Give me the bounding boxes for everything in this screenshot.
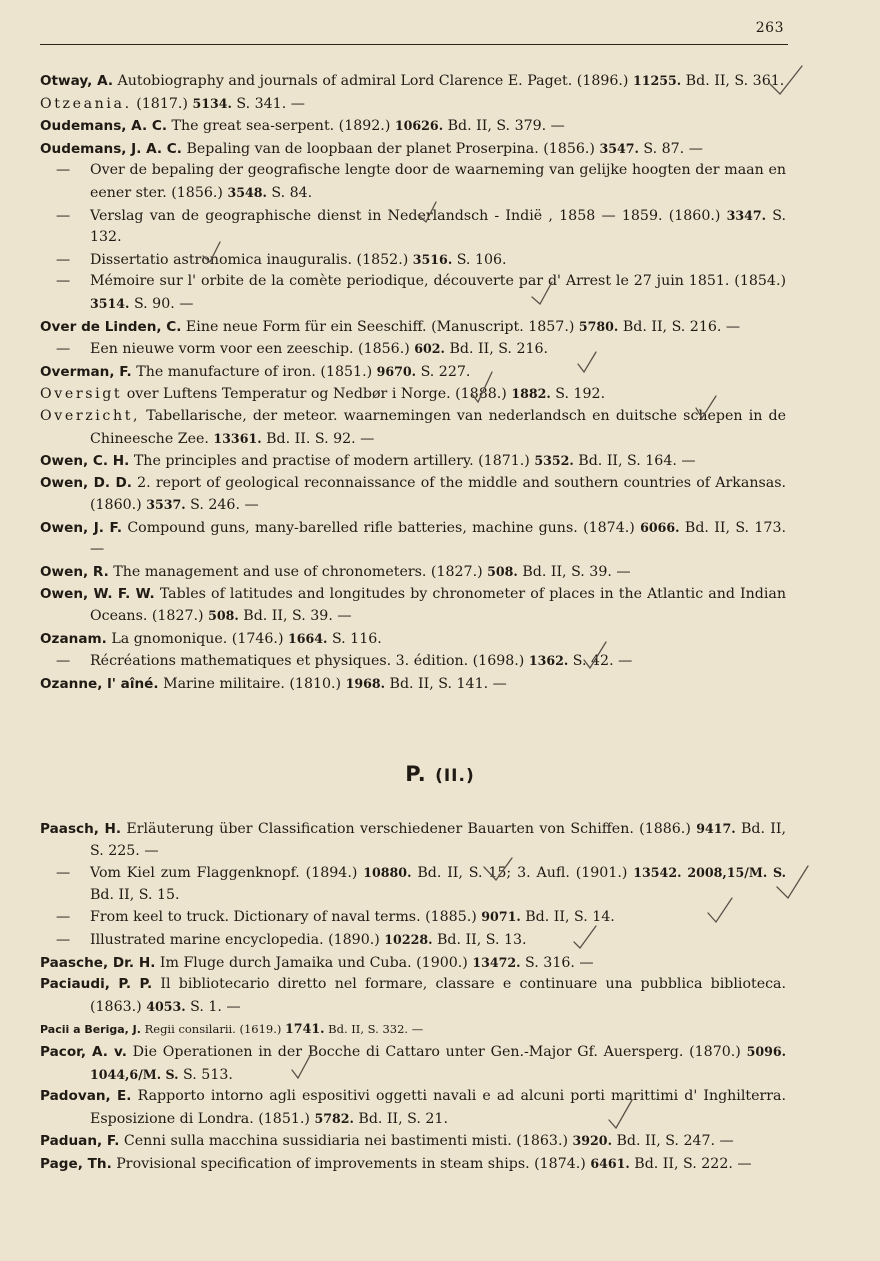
entry-author: Over de Linden, C.: [40, 318, 182, 335]
entry-author: Owen, W. F. W.: [40, 585, 155, 602]
catalog-entry: [40, 818, 786, 862]
entry-location: Bd. II, S. 216. —: [618, 318, 741, 335]
catalog-entry: [40, 473, 786, 517]
entry-author: Paciaudi, P. P.: [40, 976, 153, 993]
entry-author: Ozanam.: [40, 630, 107, 647]
entry-title: 2. report of geological reconnaissance of the middle and southern countries of Arkansas. (1860.): [90, 474, 786, 514]
catalog-entry: [40, 584, 786, 628]
entry-location: Bd. II, S. 15.: [90, 886, 180, 903]
catalog-entry: [40, 271, 786, 315]
entry-shelf-number: 508.: [487, 564, 518, 580]
section-letter: P.: [405, 762, 427, 786]
entry-shelf-number: 10880.: [363, 865, 412, 881]
entry-location: S. 87. —: [638, 140, 703, 157]
entry-shelf-number: 1968.: [345, 676, 386, 692]
section-heading: [0, 762, 880, 786]
entry-author: Padovan, E.: [40, 1088, 132, 1105]
entry-title: Tables of latitudes and longitudes by chronometer of places in the Atlantic and Indian Oceans. (1827.): [90, 585, 786, 625]
entry-author: Oudemans, J. A. C.: [40, 140, 182, 157]
entry-shelf-number: 3537.: [146, 497, 186, 513]
entry-location: Bd. II, S. 13.: [432, 931, 527, 948]
entry-author: Pacii a Beriga, J.: [40, 1023, 141, 1037]
entry-shelf-number: 10626.: [394, 118, 444, 134]
entry-location: S. 192.: [550, 386, 606, 403]
entry-title: Cenni sulla macchina sussidiaria nei bastimenti misti. (1863.): [119, 1133, 573, 1150]
entry-location: S. 90. —: [129, 295, 194, 312]
header-rule: [40, 44, 788, 45]
entry-shelf-number: 4053.: [146, 998, 186, 1014]
entry-shelf-number: 1362.: [528, 653, 569, 669]
entry-shelf-number: 6066.: [640, 519, 680, 535]
ditto-dash: —: [56, 865, 71, 882]
entry-heading-word: Oversigt: [40, 386, 123, 403]
ditto-dash: —: [56, 341, 71, 358]
catalog-entry: [40, 249, 786, 272]
catalog-entry: [40, 70, 786, 93]
entry-location: Bd. II, S. 164. —: [573, 453, 696, 470]
entry-shelf-number: 1882.: [511, 386, 551, 402]
ditto-dash: —: [56, 931, 71, 948]
entry-shelf-number: 2008,15/M. S.: [687, 865, 787, 881]
catalog-entry: [40, 338, 786, 361]
catalog-entry: [40, 160, 786, 204]
entry-location: S. 246. —: [185, 497, 259, 514]
entry-location: S. 513.: [178, 1066, 233, 1083]
entry-location: Bd. II, S. 216.: [444, 341, 549, 358]
catalog-entry: [40, 561, 786, 584]
entry-shelf-number: 508.: [208, 608, 239, 624]
entry-title: Compound guns, many-barelled rifle batteries, machine guns. (1874.): [121, 519, 641, 536]
catalog-entry: [40, 862, 786, 906]
entry-shelf-number: 5096. 1044,6/M. S.: [90, 1043, 787, 1082]
entry-shelf-number: 13361.: [213, 430, 262, 446]
entry-title: Regii consilarii. (1619.): [140, 1022, 286, 1037]
catalog-entry: [40, 517, 786, 561]
entry-title: Autobiography and journals of admiral Lord Clarence E. Paget. (1896.): [113, 73, 633, 89]
catalog-entry: [40, 450, 786, 473]
entry-location: Bd. II, S. 225. —: [90, 821, 787, 859]
entry-shelf-number: 9417.: [696, 821, 736, 836]
entry-location: Bd. II, S. 247. —: [611, 1133, 734, 1150]
entry-author: Paasch, H.: [40, 821, 122, 837]
entry-shelf-number: 9071.: [481, 909, 521, 925]
entry-shelf-number: 3920.: [572, 1133, 612, 1149]
entry-author: Oudemans, A. C.: [40, 118, 167, 135]
entry-location: Bd. II, S. 15; 3. Aufl. (1901.): [411, 865, 634, 882]
entry-title: Rapporto intorno agli espositivi oggetti navali e ad alcuni porti marittimi d' Inghilterra. Esposizione di Londra. (1851.): [90, 1088, 787, 1127]
entry-location: S. 1. —: [185, 998, 241, 1015]
entry-location: Bd. II, S. 39. —: [238, 608, 352, 625]
entry-location: S. 116.: [327, 630, 382, 647]
entry-location: S. 42. —: [568, 653, 633, 670]
catalog-entry: [40, 383, 786, 406]
entry-title: Mémoire sur l' orbite de la comète periodique, découverte par d' Arrest le 27 juin 1851. (1854.): [90, 273, 786, 290]
entries-section-o: [40, 70, 786, 696]
entry-title: The management and use of chronometers. (1827.): [108, 564, 488, 581]
ditto-dash: —: [56, 909, 71, 926]
entry-shelf-number: 3547.: [599, 140, 639, 156]
catalog-entry: [40, 205, 786, 249]
entry-shelf-number: 5134.: [192, 95, 232, 111]
entry-shelf-number: 1741.: [285, 1021, 325, 1037]
catalog-entry: [40, 906, 786, 929]
entry-location: S. 316. —: [520, 954, 594, 971]
entry-shelf-number: 3514.: [90, 295, 130, 311]
catalog-entry: [40, 1018, 786, 1041]
entry-title: Récréations mathematiques et physiques. 3. édition. (1698.): [90, 653, 529, 670]
entry-location: S. 84.: [266, 184, 313, 201]
entries-section-p: [40, 818, 786, 1176]
catalog-entry: [40, 1153, 786, 1176]
entry-location: S. 132.: [90, 207, 787, 246]
section-suffix: (II.): [435, 766, 475, 786]
catalog-entry: [40, 628, 786, 651]
catalog-entry: [40, 1130, 786, 1153]
entry-shelf-number: 5780.: [578, 318, 619, 334]
entry-author: Owen, R.: [40, 564, 109, 581]
entry-title: The principles and practise of modern artillery. (1871.): [129, 453, 535, 470]
entry-location: S. 106.: [452, 251, 507, 268]
entry-title: Een nieuwe vorm voor een zeeschip. (1856.): [90, 341, 415, 358]
entry-location: Bd. II, S. 361.: [681, 73, 785, 89]
entry-title: Vom Kiel zum Flaggenknopf. (1894.): [90, 865, 364, 882]
entry-title: Die Operationen in der Bocche di Cattaro unter Gen.-Major Gf. Auersperg. (1870.): [126, 1043, 747, 1060]
entry-location: Bd. II, S. 173. —: [90, 519, 786, 558]
entry-author: Paduan, F.: [40, 1133, 120, 1150]
entry-shelf-number: 13472.: [472, 954, 521, 970]
entry-shelf-number: 5782.: [314, 1110, 354, 1126]
catalog-entry: [40, 115, 786, 138]
catalog-entry: [40, 361, 786, 384]
catalog-entry: [40, 316, 786, 339]
entry-location: Bd. II, S. 332. —: [324, 1022, 424, 1037]
entry-location: Bd. II, S. 141. —: [385, 676, 507, 693]
entry-shelf-number: 3347.: [726, 207, 767, 223]
entry-location: Bd. II. S. 92. —: [261, 430, 375, 447]
page-number: 263: [755, 20, 784, 36]
entry-title: La gnomonique. (1746.): [106, 630, 288, 647]
ditto-dash: —: [56, 653, 71, 670]
entry-shelf-number: 9670.: [376, 363, 417, 379]
catalog-entry: [40, 1041, 786, 1086]
ditto-dash: —: [56, 162, 71, 179]
entry-location: Bd. II, S. 14.: [520, 909, 615, 926]
entry-heading-word: Overzicht,: [40, 407, 141, 424]
entry-title: Tabellarische, der meteor. waarnemingen van nederlandsch en duitsche schepen in de Chineesche Zee.: [90, 407, 786, 447]
entry-title: Bepaling van de loopbaan der planet Proserpina. (1856.): [181, 140, 600, 157]
entry-location: Bd. II, S. 379. —: [443, 118, 565, 135]
entry-shelf-number: 10228.: [384, 931, 433, 947]
entry-author: Owen, D. D.: [40, 474, 132, 491]
entry-title: Il bibliotecario diretto nel formare, classare e continuare una pubblica biblioteca. (1863.): [90, 976, 787, 1015]
entry-shelf-number: 11255.: [632, 73, 682, 88]
entry-location: S. 227.: [416, 363, 471, 380]
entry-location: S. 341. —: [231, 95, 305, 112]
entry-title: Eine neue Form für ein Seeschiff. (Manuscript. 1857.): [181, 318, 579, 335]
catalog-entry: [40, 673, 786, 696]
entry-author: Otway, A.: [40, 73, 114, 89]
catalog-entry: [40, 1086, 786, 1130]
entry-author: Paasche, Dr. H.: [40, 954, 156, 971]
entry-shelf-number: 3516.: [412, 251, 453, 267]
catalog-entry: [40, 93, 786, 116]
entry-title: Im Fluge durch Jamaika und Cuba. (1900.): [155, 954, 473, 971]
entry-title: Over de bepaling der geografische lengte door de waarneming van gelijke hoogten der maan en eener ster. (1856.): [90, 162, 786, 201]
entry-shelf-number: 3548.: [227, 184, 267, 200]
entry-title: (1817.): [131, 95, 193, 112]
entry-shelf-number: 6461.: [590, 1155, 630, 1171]
entry-location: Bd. II, S. 21.: [353, 1110, 448, 1127]
entry-author: Pacor, A. v.: [40, 1043, 127, 1060]
entry-author: Overman, F.: [40, 363, 132, 380]
entry-title: Marine militaire. (1810.): [158, 676, 346, 693]
catalog-entry: [40, 929, 786, 952]
entry-location: Bd. II, S. 222. —: [629, 1155, 752, 1172]
entry-shelf-number: 1664.: [288, 630, 328, 646]
entry-heading-word: Otzeania.: [40, 95, 132, 112]
entry-author: Page, Th.: [40, 1155, 112, 1172]
entry-shelf-number: 13542.: [633, 865, 682, 881]
entry-location: Bd. II, S. 39. —: [517, 564, 631, 581]
entry-title: Illustrated marine encyclopedia. (1890.): [90, 931, 385, 948]
catalog-entry: [40, 952, 786, 975]
entry-title: Provisional specification of improvements in steam ships. (1874.): [111, 1155, 591, 1172]
ditto-dash: —: [56, 273, 71, 290]
entry-title: over Luftens Temperatur og Nedbør i Norge. (1888.): [122, 386, 512, 403]
entry-author: Owen, J. F.: [40, 519, 122, 536]
entry-shelf-number: 5352.: [534, 453, 574, 469]
entry-shelf-number: 602.: [414, 341, 445, 357]
entry-author: Owen, C. H.: [40, 453, 130, 470]
entry-author: Ozanne, l' aîné.: [40, 676, 159, 693]
entry-title: The manufacture of iron. (1851.): [131, 363, 377, 380]
catalog-entry: [40, 974, 786, 1018]
catalog-entry: [40, 650, 786, 673]
catalog-entry: [40, 406, 786, 450]
ditto-dash: —: [56, 207, 71, 224]
entry-title: Erläuterung über Classification verschiedener Bauarten von Schiffen. (1886.): [121, 821, 697, 837]
entry-title: From keel to truck. Dictionary of naval terms. (1885.): [90, 909, 482, 926]
catalog-entry: [40, 138, 786, 161]
ditto-dash: —: [56, 251, 71, 268]
entry-title: Dissertatio astronomica inauguralis. (1852.): [90, 251, 413, 268]
entry-title: The great sea-serpent. (1892.): [167, 118, 395, 135]
entry-title: Verslag van de geographische dienst in Nederlandsch - Indië , 1858 — 1859. (1860.): [90, 207, 727, 224]
